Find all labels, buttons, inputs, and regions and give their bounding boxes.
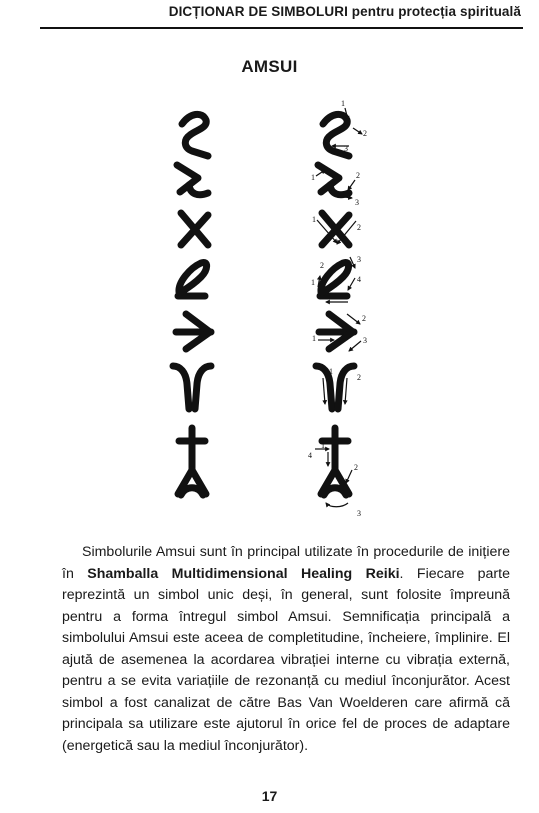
stroke-number: 2	[362, 314, 366, 323]
symbol-directed-4	[311, 255, 361, 302]
stroke-number: 1	[312, 334, 316, 343]
stroke-number: 1	[341, 99, 345, 108]
symbol-directed-5	[312, 314, 367, 351]
stroke-number: 2	[320, 261, 324, 270]
stroke-number: 2	[363, 129, 367, 138]
stroke-number: 2	[356, 171, 360, 180]
stroke-number: 1	[312, 215, 316, 224]
symbol-directed-1	[323, 99, 367, 156]
stroke-number: 4	[308, 451, 312, 460]
stroke-number: 1	[311, 278, 315, 287]
stroke-number: 2	[357, 373, 361, 382]
symbol-plain-6	[173, 366, 211, 409]
page-title: AMSUI	[241, 57, 298, 76]
page-number: 17	[261, 788, 278, 804]
symbol-plain-7	[178, 428, 206, 495]
stroke-number: 3	[344, 144, 348, 153]
symbol-plain-1	[182, 114, 208, 156]
symbol-directed-7	[308, 428, 361, 518]
body-paragraph	[62, 542, 510, 757]
running-header: DICȚIONAR DE SIMBOLURI pentru protecția spirituală	[168, 4, 521, 19]
symbol-plain-5	[176, 314, 211, 349]
stroke-number: 2	[357, 223, 361, 232]
symbol-plain-3	[181, 213, 208, 245]
symbol-directed-3	[312, 213, 361, 245]
stroke-number: 3	[355, 198, 359, 207]
stroke-number: 1	[321, 441, 325, 450]
symbol-plain-4	[178, 262, 207, 296]
body-text-part-1: Simbolurile Amsui sunt în principal utilizate în procedurile de inițiere în	[62, 544, 510, 582]
symbol-plain-2	[177, 165, 208, 195]
symbol-directed-2	[311, 165, 360, 207]
stroke-number: 3	[363, 336, 367, 345]
stroke-number: 4	[357, 275, 361, 284]
stroke-number: 1	[311, 173, 315, 182]
stroke-number: 3	[357, 255, 361, 264]
stroke-number: 3	[357, 509, 361, 518]
stroke-number: 1	[329, 367, 333, 376]
body-text-part-2: . Fiecare parte reprezintă un simbol unic deși, în general, sunt folosite împreună pentru a forma întregul simbol Amsui. Semnificația principală a simbolului Amsui este aceea de completitudine, încheiere, împlinire. El ajută de asemenea la acordarea vibrației interne cu vibrația externă, pentru a se evita variațiile de rezonanță cu mediul înconjurător. Acest simbol a fost canalizat de către Bas Van Woelderen care afirmă că principala sa utilizare este ajutorul în orice fel de proces de adaptare (energetică sau la mediul înconjurător).	[62, 565, 510, 754]
stroke-number: 2	[354, 463, 358, 472]
symbol-directed-6	[316, 366, 361, 409]
body-text-bold: Shamballa Multidimensional Healing Reiki	[87, 565, 400, 582]
